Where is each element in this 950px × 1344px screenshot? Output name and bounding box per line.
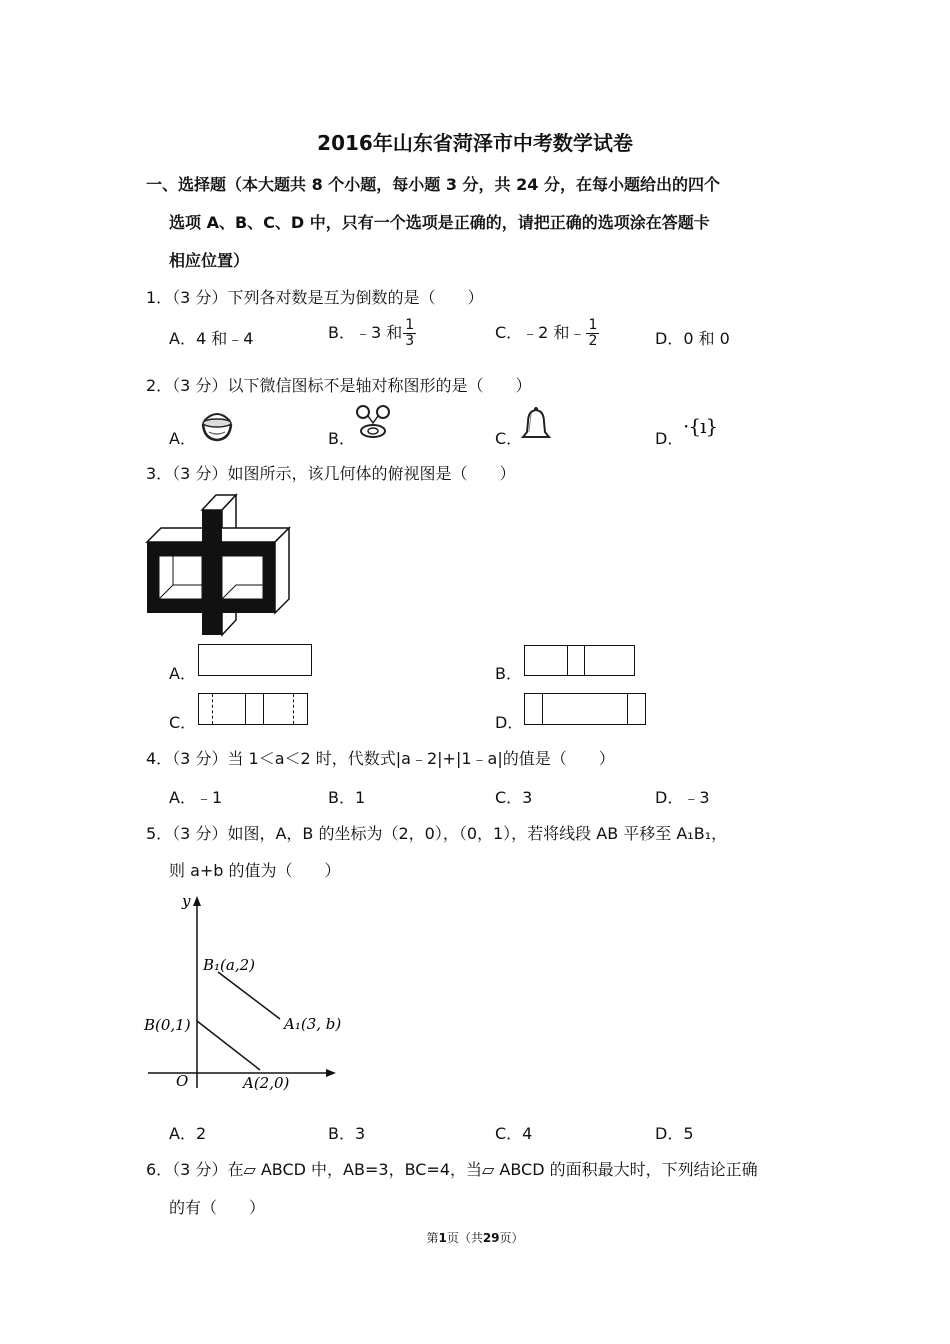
question-2-option-c: C． bbox=[495, 429, 523, 448]
question-4-stem: 4．（3 分）当 1＜a＜2 时，代数式|a﹣2|+|1﹣a|的值是（ ） bbox=[146, 749, 615, 768]
b-label: B(0,1) bbox=[144, 1016, 191, 1034]
question-5-stem-line-2: 则 a+b 的值为（ ） bbox=[169, 861, 341, 880]
footer-total-pages: 29 bbox=[482, 1231, 500, 1245]
question-5-option-c: C．4 bbox=[495, 1124, 533, 1143]
fraction-denominator: 3 bbox=[405, 333, 415, 349]
a-label: A(2,0) bbox=[243, 1074, 290, 1092]
question-1-option-b bbox=[328, 318, 416, 349]
question-2-option-d: D． bbox=[655, 429, 684, 448]
fraction-numerator: 1 bbox=[405, 317, 415, 333]
question-6-stem-line-2: 的有（ ） bbox=[169, 1198, 266, 1217]
wechat-bell-icon bbox=[519, 406, 553, 442]
question-4-option-a: A．﹣1 bbox=[169, 788, 223, 807]
question-1-option-a: A．4 和﹣4 bbox=[169, 329, 254, 348]
question-2-stem: 2．（3 分）以下微信图标不是轴对称图形的是（ ） bbox=[146, 376, 532, 395]
wechat-sphere-icon bbox=[199, 408, 235, 442]
zhong-solid-figure bbox=[144, 492, 294, 638]
question-5-stem-line-1: 5．（3 分）如图，A，B 的坐标为（2，0），（0，1），若将线段 AB 平移至 A₁B₁， bbox=[146, 824, 728, 843]
footer-mid: 页（共 bbox=[446, 1231, 483, 1245]
question-4-option-b: B．1 bbox=[328, 788, 366, 807]
footer-page-number: 1 bbox=[438, 1231, 447, 1245]
footer-pre: 第 bbox=[426, 1231, 439, 1245]
x-axis-arrow bbox=[326, 1069, 336, 1077]
top-view-a-plain-rect bbox=[198, 644, 312, 676]
question-3-stem: 3．（3 分）如图所示，该几何体的俯视图是（ ） bbox=[146, 464, 516, 483]
question-3-option-d: D． bbox=[495, 713, 524, 732]
solid-line bbox=[263, 694, 264, 724]
section-heading-line-1: 一、选择题（本大题共 8 个小题，每小题 3 分，共 24 分，在每小题给出的四个 bbox=[146, 175, 720, 194]
question-1-option-c bbox=[495, 318, 599, 349]
segment-a1b1 bbox=[218, 972, 280, 1019]
fraction-one-third bbox=[403, 318, 416, 349]
page-title: 2016年山东省菏泽市中考数学试卷 bbox=[317, 131, 633, 155]
y-axis-label: y bbox=[182, 892, 191, 910]
fraction-one-half bbox=[586, 318, 599, 349]
segment-ab bbox=[197, 1021, 260, 1070]
top-view-b-two-center-lines bbox=[524, 645, 635, 676]
question-2-option-b: B． bbox=[328, 429, 355, 448]
wechat-clock-icon bbox=[355, 403, 391, 441]
fraction-numerator: 1 bbox=[588, 317, 598, 333]
page-footer bbox=[0, 1229, 950, 1246]
question-3-option-a: A． bbox=[169, 664, 196, 683]
b1-label: B₁(a,2) bbox=[203, 956, 255, 974]
question-2-option-a: A． bbox=[169, 429, 196, 448]
question-5-option-d: D．5 bbox=[655, 1124, 694, 1143]
solid-line bbox=[542, 694, 543, 724]
top-view-d-edge-lines bbox=[524, 693, 646, 725]
question-5-option-b: B．3 bbox=[328, 1124, 366, 1143]
coordinate-graph bbox=[140, 888, 370, 1098]
question-4-option-c: C．3 bbox=[495, 788, 533, 807]
solid-line bbox=[567, 646, 568, 675]
dashed-line bbox=[293, 694, 294, 724]
solid-line bbox=[627, 694, 628, 724]
top-view-c-dashed-and-solid bbox=[198, 693, 308, 725]
fraction-denominator: 2 bbox=[588, 333, 598, 349]
wechat-recycle-icon: ·{ı} bbox=[683, 414, 718, 438]
a1-label: A₁(3, b) bbox=[284, 1015, 342, 1033]
question-5-option-a: A．2 bbox=[169, 1124, 207, 1143]
question-3-option-b: B． bbox=[495, 664, 522, 683]
question-3-option-c: C． bbox=[169, 713, 197, 732]
question-1-option-d: D．0 和 0 bbox=[655, 329, 730, 348]
option-b-text: B．﹣3 和 bbox=[328, 323, 403, 342]
question-1-stem: 1．（3 分）下列各对数是互为倒数的是（ ） bbox=[146, 288, 484, 307]
dashed-line bbox=[212, 694, 213, 724]
section-heading-line-3: 相应位置） bbox=[169, 251, 250, 270]
question-4-option-d: D．﹣3 bbox=[655, 788, 710, 807]
y-axis-arrow bbox=[193, 896, 201, 906]
question-6-stem-line-1: 6．（3 分）在▱ ABCD 中，AB=3，BC=4，当▱ ABCD 的面积最大时，下列结论正确 bbox=[146, 1160, 758, 1179]
origin-label: O bbox=[176, 1072, 189, 1090]
solid-line bbox=[584, 646, 585, 675]
option-c-text: C．﹣2 和﹣ bbox=[495, 323, 586, 342]
section-heading-line-2: 选项 A、B、C、D 中，只有一个选项是正确的，请把正确的选项涂在答题卡 bbox=[169, 213, 710, 232]
footer-post: 页） bbox=[499, 1231, 524, 1245]
solid-line bbox=[245, 694, 246, 724]
